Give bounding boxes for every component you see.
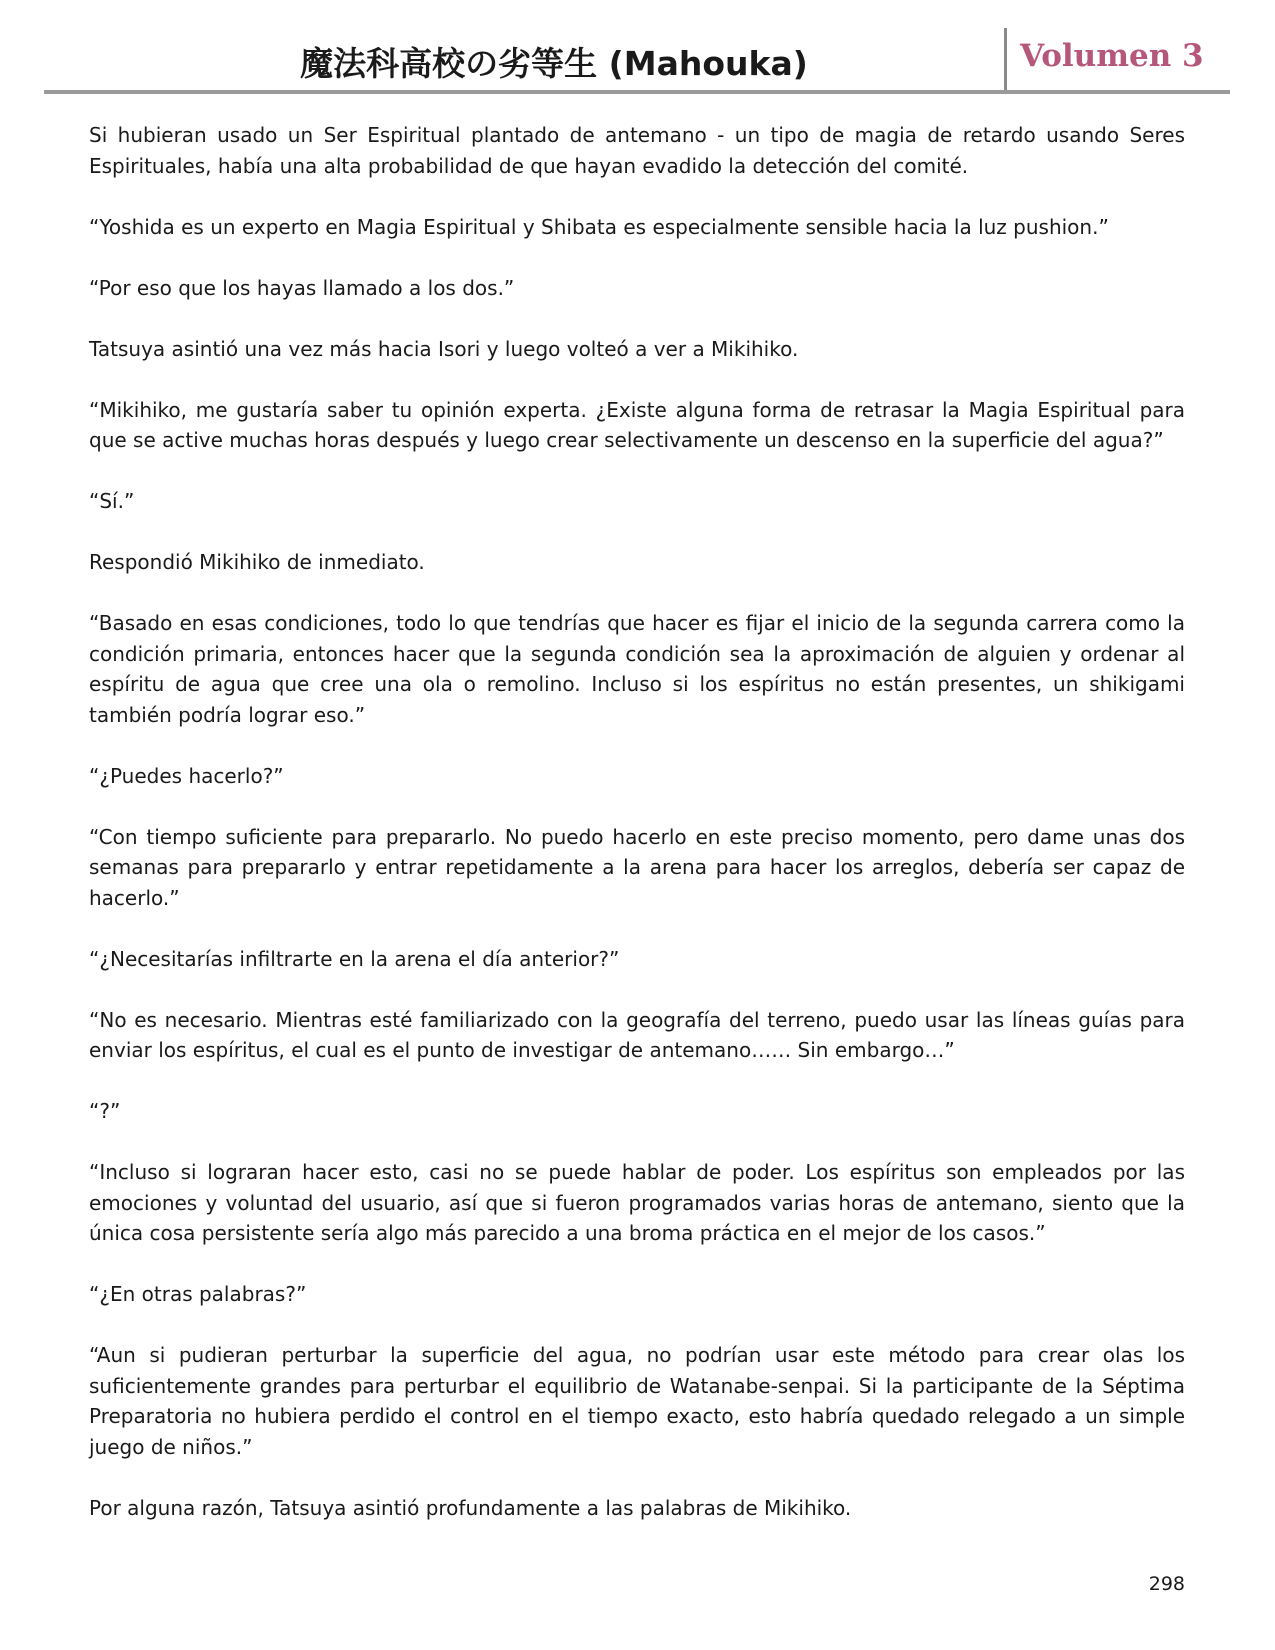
paragraph: “Mikihiko, me gustaría saber tu opinión experta. ¿Existe alguna forma de retrasar la Magia Espiritual para que se active muchas horas después y luego crear selectivamente un descenso en la superficie del agua?” (89, 397, 1185, 452)
book-title: 魔法科高校の劣等生 (Mahouka) (300, 44, 808, 83)
paragraph: “¿En otras palabras?” (89, 1282, 307, 1306)
paragraph: “Con tiempo suficiente para prepararlo. No puedo hacerlo en este preciso momento, pero dame unas dos semanas para prepararlo y entrar repetidamente a la arena para hacer los arreglos, debería ser capaz de hacerlo.” (89, 824, 1185, 910)
paragraph: “No es necesario. Mientras esté familiarizado con la geografía del terreno, puedo usar las líneas guías para enviar los espíritus, el cual es el punto de investigar de antemano…… Sin embargo…” (89, 1007, 1185, 1062)
paragraph: Tatsuya asintió una vez más hacia Isori y luego volteó a ver a Mikihiko. (89, 336, 799, 361)
paragraph: “¿Necesitarías infiltrarte en la arena el día anterior?” (89, 946, 620, 971)
paragraph: “¿Puedes hacerlo?” (89, 763, 284, 788)
header-divider (1004, 28, 1007, 90)
paragraph: “Sí.” (89, 489, 135, 513)
body-text (89, 120, 1185, 1523)
paragraph: “Incluso si lograran hacer esto, casi no se puede hablar de poder. Los espíritus son empleados por las emociones y voluntad del usuario, así que si fueron programados varias horas de antemano, siento que la única cosa persistente sería algo más parecido a una broma práctica en el mejor de los casos.” (89, 1160, 1185, 1245)
page-header (44, 28, 1230, 92)
paragraph: “Basado en esas condiciones, todo lo que tendrías que hacer es fijar el inicio de la segunda carrera como la condición primaria, entonces hacer que la segunda condición sea la aproximación de alguien y ordenar al espíritu de agua que cree una ola o remolino. Incluso si los espíritus no están presentes, un shikigami también podría lograr eso.” (89, 611, 1185, 727)
paragraph: “Por eso que los hayas llamado a los dos.” (89, 275, 515, 300)
paragraph: “?” (89, 1099, 121, 1123)
paragraph: Por alguna razón, Tatsuya asintió profundamente a las palabras de Mikihiko. (89, 1495, 852, 1520)
paragraph: “Aun si pudieran perturbar la superficie del agua, no podrían usar este método para crear olas los suficientemente grandes para perturbar el equilibrio de Watanabe-senpai. Si la participante de la Séptima Preparatoria no hubiera perdido el control en el tiempo exacto, esto habría quedado relegado a un simple juego de niños.” (89, 1343, 1185, 1459)
page-number: 298 (1148, 1573, 1185, 1595)
header-rule (44, 90, 1230, 94)
paragraph: Si hubieran usado un Ser Espiritual plantado de antemano - un tipo de magia de retardo usando Seres Espirituales, había una alta probabilidad de que hayan evadido la detección del comité. (89, 123, 1185, 178)
paragraph: Respondió Mikihiko de inmediato. (89, 550, 425, 574)
paragraph: “Yoshida es un experto en Magia Espiritual y Shibata es especialmente sensible hacia la luz pushion.” (89, 214, 1109, 239)
volume-label: Volumen 3 (1020, 38, 1204, 74)
